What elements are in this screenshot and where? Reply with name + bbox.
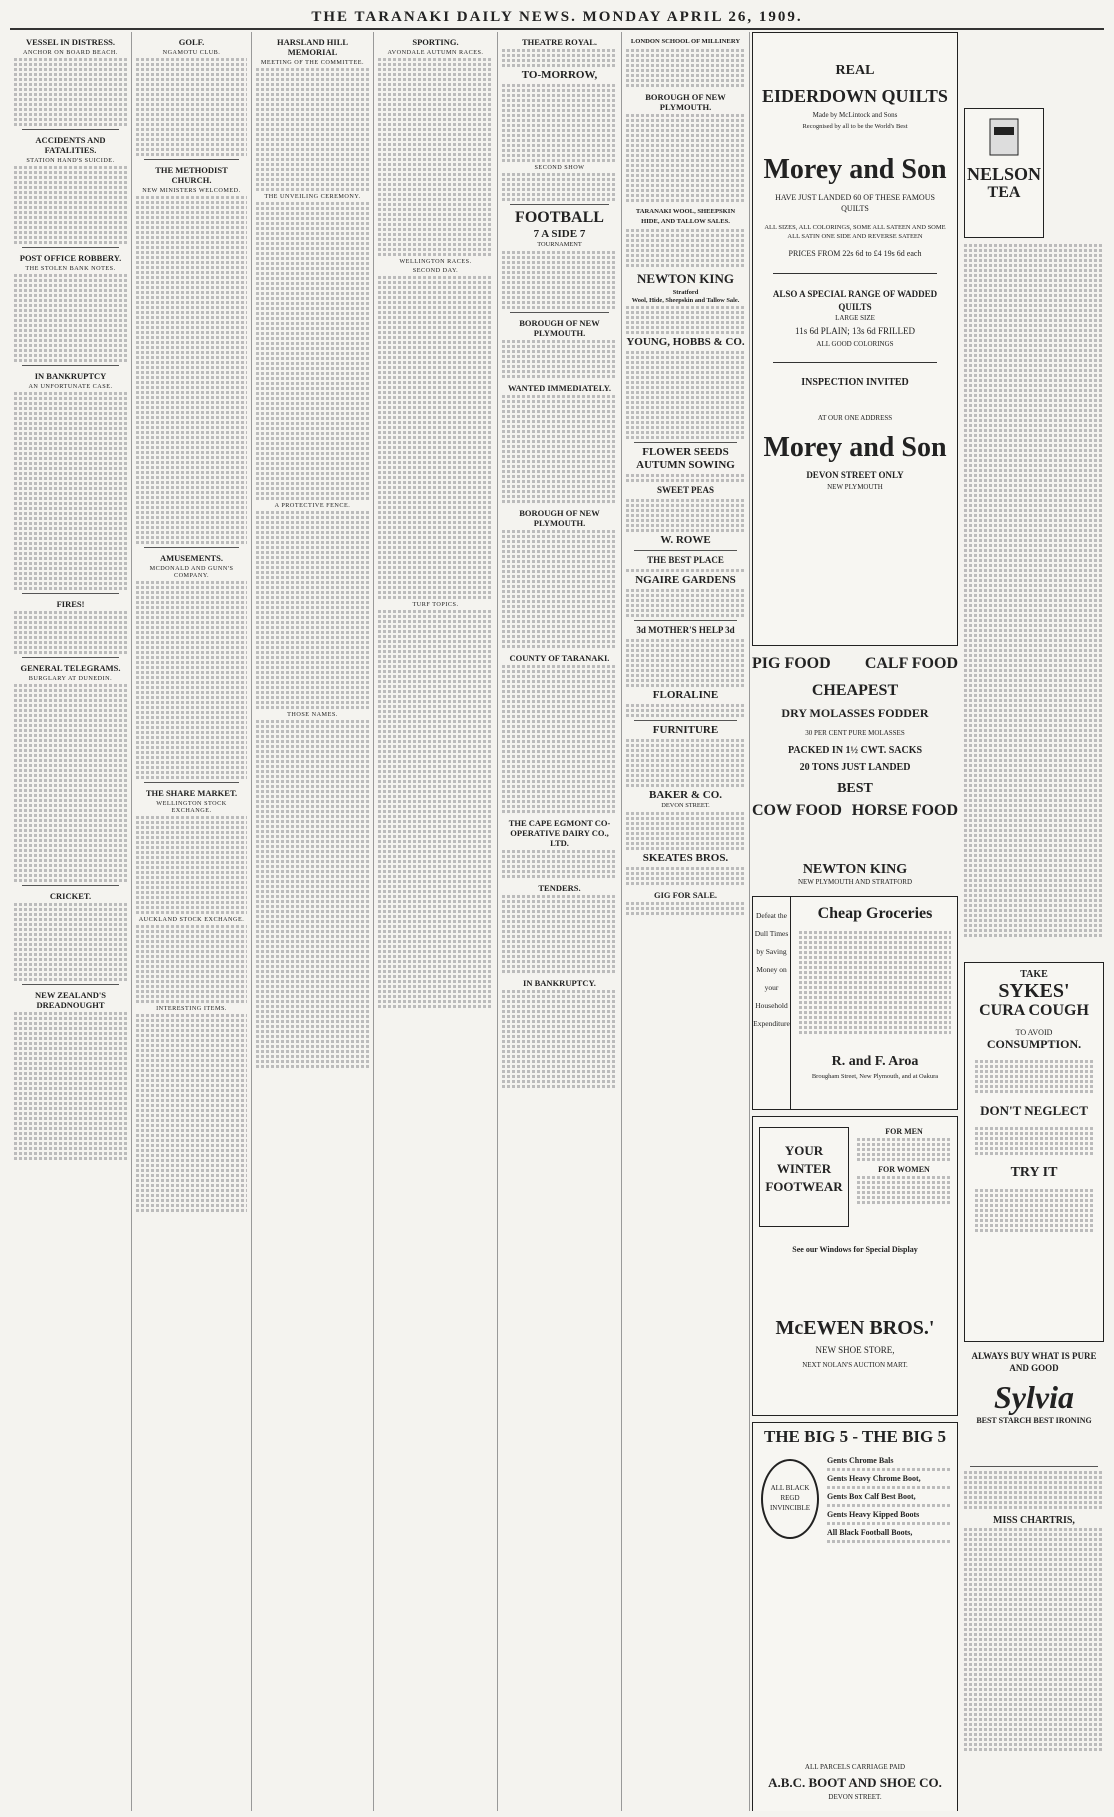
mcewen-address: NEXT NOLAN'S AUCTION MART. (802, 1361, 908, 1369)
morey-sizes: ALL SIZES, ALL COLORINGS, SOME ALL SATEEN AND SOME ALL SATIN ONE SIDE AND REVERSE SATEEN (764, 224, 946, 240)
column-3 (252, 32, 374, 1811)
young-hobbs-heading: YOUNG, HOBBS & CO. (626, 336, 745, 349)
football-tournament: TOURNAMENT (537, 241, 582, 248)
wadded-prices: 11s 6d PLAIN; 13s 6d FRILLED (795, 326, 915, 336)
headline: HARSLAND HILL MEMORIAL (276, 37, 349, 57)
aroa-heading: R. and F. Aroa (831, 1054, 919, 1069)
headline: GOLF. (178, 37, 205, 47)
newton-king-place: Stratford (672, 289, 699, 296)
headline: IN BANKRUPTCY (34, 371, 107, 381)
aroa-address: Brougham Street, New Plymouth, and at Oakura (811, 1073, 939, 1080)
avoid-label: TO AVOID (1015, 1028, 1053, 1037)
chartris-ad (964, 1462, 1104, 1753)
dont-neglect: DON'T NEGLECT (980, 1103, 1088, 1118)
football-heading: FOOTBALL (515, 209, 604, 226)
chartris-heading: MISS CHARTRIS, (993, 1515, 1075, 1526)
sweet-peas-heading: SWEET PEAS (656, 485, 715, 496)
headline: FIRES! (56, 599, 85, 609)
molasses-percent: 30 PER CENT PURE MOLASSES (805, 729, 905, 737)
subheadline: BURGLARY AT DUNEDIN. (28, 675, 113, 682)
flower-seeds-heading: FLOWER SEEDS (642, 446, 729, 459)
morey-prices: PRICES FROM 22s 6d to £4 19s 6d each (788, 249, 922, 258)
take-label: TAKE (1020, 969, 1048, 980)
headline: BOROUGH OF NEW PLYMOUTH. (645, 92, 726, 112)
abc-boot-heading: A.B.C. BOOT AND SHOE CO. (768, 1775, 942, 1790)
tea-package-icon (984, 115, 1024, 159)
headline: TENDERS. (538, 882, 581, 893)
tons-landed: 20 TONS JUST LANDED (799, 762, 911, 773)
try-it: TRY IT (1010, 1165, 1058, 1180)
molasses-fodder: DRY MOLASSES FODDER (781, 706, 929, 720)
defeat-dull-times: Defeat the Dull Times by Saving Money on your Household Expenditure (753, 897, 791, 1109)
column-4 (374, 32, 498, 1811)
windows-display: See our Windows for Special Display (792, 1245, 918, 1254)
furniture-heading: FURNITURE (652, 724, 719, 737)
sykes-heading: SYKES' (998, 980, 1070, 1002)
for-women: FOR WOMEN (878, 1165, 930, 1174)
big5-item-4: Gents Heavy Kipped Boots (827, 1510, 920, 1519)
headline: TARANAKI WOOL, SHEEPSKIN HIDE, AND TALLOW SALES. (635, 208, 736, 225)
newton-king-heading: NEWTON KING (637, 271, 734, 286)
big-five-boots-ad (752, 1422, 958, 1811)
morey-heading-2: Morey and Son (763, 432, 947, 463)
cura-cough-heading: CURA COUGH (979, 1002, 1089, 1019)
cow-food: COW FOOD (752, 802, 842, 819)
headline: GENERAL TELEGRAMS. (20, 663, 121, 673)
subheadline: AN UNFORTUNATE CASE. (28, 383, 113, 390)
subheadline: MCDONALD AND GUNN'S COMPANY. (149, 565, 234, 579)
subheadline: NEW MINISTERS WELCOMED. (142, 187, 241, 194)
calf-food: CALF FOOD (864, 655, 958, 672)
mcewen-heading: McEWEN BROS.' (775, 1317, 935, 1339)
advertising-area (752, 32, 1104, 1811)
wadded-heading: ALSO A SPECIAL RANGE OF WADDED QUILTS (772, 289, 938, 312)
headline: AMUSEMENTS. (159, 553, 224, 563)
headline: THE CAPE EGMONT CO-OPERATIVE DAIRY CO., LTD. (508, 817, 611, 848)
newton-king-places: NEW PLYMOUTH AND STRATFORD (797, 878, 913, 886)
newton-king-sale: Wool, Hide, Sheepskin and Tallow Sale. (631, 296, 740, 304)
big5-item-3: Gents Box Calf Best Boot, (827, 1492, 916, 1501)
headline: WANTED IMMEDIATELY. (507, 382, 612, 393)
subheadline: SECOND DAY. (412, 267, 459, 274)
subheadline: THOSE NAMES. (287, 711, 338, 718)
autumn-sowing-heading: AUTUMN SOWING (636, 459, 735, 472)
packed-sacks: PACKED IN 1½ CWT. SACKS (787, 745, 923, 756)
newton-king-ad (752, 862, 958, 886)
column-2 (132, 32, 252, 1811)
best-place-heading: THE BEST PLACE (647, 555, 724, 566)
best-label: BEST (837, 781, 873, 796)
best-starch: BEST STARCH BEST IRONING (976, 1416, 1092, 1425)
headline: THE METHODIST CHURCH. (155, 165, 228, 185)
new-plymouth: NEW PLYMOUTH (827, 483, 883, 491)
classifieds-column (964, 242, 1104, 962)
subheadline: WELLINGTON STOCK EXCHANGE. (156, 800, 227, 814)
column-1 (10, 32, 132, 1811)
subheadline: SECOND SHOW (534, 164, 585, 171)
nelson-heading: NELSON (966, 164, 1042, 184)
w-rowe-heading: W. ROWE (660, 534, 711, 547)
pig-food: PIG FOOD (752, 655, 831, 672)
subheadline: MEETING OF THE COMMITTEE. (260, 59, 365, 66)
headline: LONDON SCHOOL OF MILLINERY (630, 38, 741, 45)
headline: SPORTING. (412, 37, 459, 47)
big-five-heading: THE BIG 5 - THE BIG 5 (763, 1427, 946, 1446)
headline: GIG FOR SALE. (653, 889, 718, 900)
horse-food: HORSE FOOD (851, 802, 958, 819)
nelson-tea: TEA (987, 184, 1021, 201)
skeates-heading: SKEATES BROS. (642, 851, 729, 864)
headline: BOROUGH OF NEW PLYMOUTH. (519, 507, 600, 528)
sykes-cura-cough-ad (964, 962, 1104, 1342)
always-buy: ALWAYS BUY WHAT IS PURE AND GOOD (971, 1351, 1097, 1373)
ngaire-gardens-heading: NGAIRE GARDENS (635, 574, 736, 587)
headline: THEATRE ROYAL. (521, 37, 598, 47)
nelson-tea-ad (964, 108, 1044, 238)
subheadline: AVONDALE AUTUMN RACES. (387, 49, 484, 56)
inspection-invited: INSPECTION INVITED (801, 377, 909, 388)
headline: TO-MORROW, (521, 69, 598, 81)
subheadline: STATION HAND'S SUICIDE. (26, 157, 115, 164)
carriage-paid: ALL PARCELS CARRIAGE PAID (804, 1763, 906, 1771)
floraline-heading: FLORALINE (652, 689, 719, 702)
headline: COUNTY OF TARANAKI. (509, 652, 610, 663)
wadded-colors: ALL GOOD COLORINGS (816, 340, 894, 348)
subheadline: ANCHOR ON BOARD BEACH. (23, 49, 118, 56)
cheapest: CHEAPEST (811, 682, 899, 699)
football-subheading: 7 A SIDE 7 (533, 228, 586, 240)
eiderdown-maker: Made by McLintock and Sons (812, 111, 898, 119)
cheap-groceries-ad (752, 896, 958, 1110)
eiderdown-real: REAL (835, 63, 875, 78)
all-black-badge: ALL BLACK REGD INVINCIBLE (761, 1459, 819, 1539)
abc-address: DEVON STREET. (828, 1793, 882, 1801)
headline: CRICKET. (49, 891, 92, 901)
molasses-fodder-ad (752, 650, 958, 860)
eiderdown-heading: EIDERDOWN QUILTS (762, 86, 948, 106)
subheadline: NGAMOTU CLUB. (162, 49, 221, 56)
winter-footwear-heading: YOUR WINTER FOOTWEAR (759, 1127, 849, 1227)
morey-landed: HAVE JUST LANDED 60 OF THESE FAMOUS QUILTS (775, 193, 935, 213)
big5-item-2: Gents Heavy Chrome Boot, (827, 1474, 921, 1483)
baker-heading: BAKER & CO. (648, 789, 723, 802)
big5-item-5: All Black Football Boots, (827, 1528, 913, 1537)
baker-address: DEVON STREET. (661, 802, 710, 810)
for-men: FOR MEN (885, 1127, 923, 1136)
headline: BOROUGH OF NEW PLYMOUTH. (519, 317, 600, 338)
mothers-help-heading: 3d MOTHER'S HELP 3d (636, 625, 735, 636)
headline: POST OFFICE ROBBERY. (19, 253, 122, 263)
subheadline: INTERESTING ITEMS. (156, 1005, 227, 1012)
sylvia-logo: Sylvia (994, 1379, 1074, 1415)
headline: THE SHARE MARKET. (145, 788, 238, 798)
cheap-groceries-heading: Cheap Groceries (817, 905, 933, 922)
devon-street: DEVON STREET ONLY (806, 470, 904, 480)
subheadline: THE UNVEILING CEREMONY. (264, 193, 361, 200)
consumption-heading: CONSUMPTION. (986, 1037, 1082, 1051)
subheadline: AUCKLAND STOCK EXCHANGE. (138, 916, 245, 923)
headline: IN BANKRUPTCY. (523, 977, 596, 988)
newton-king-name: NEWTON KING (802, 862, 908, 877)
masthead: THE TARANAKI DAILY NEWS. MONDAY APRIL 26, 1909. (10, 6, 1104, 30)
subheadline: TURF TOPICS. (412, 601, 459, 608)
sylvia-starch-ad (964, 1350, 1104, 1450)
headline: VESSEL IN DISTRESS. (25, 37, 116, 47)
column-5 (498, 32, 622, 1811)
subheadline: A PROTECTIVE FENCE. (274, 502, 351, 509)
headline: ACCIDENTS AND FATALITIES. (35, 135, 106, 155)
big5-item-1: Gents Chrome Bals (827, 1456, 894, 1465)
mcewen-store: NEW SHOE STORE, (815, 1345, 895, 1355)
headline: NEW ZEALAND'S DREADNOUGHT (35, 990, 106, 1010)
winter-footwear-ad (752, 1116, 958, 1416)
eiderdown-tagline: Recognised by all to be the World's Best (802, 123, 908, 130)
morey-heading: Morey and Son (763, 154, 947, 185)
wadded-size: LARGE SIZE (835, 314, 875, 322)
subheadline: THE STOLEN BANK NOTES. (25, 265, 116, 272)
subheadline: WELLINGTON RACES. (399, 258, 472, 265)
one-address: AT OUR ONE ADDRESS (817, 414, 893, 422)
column-6 (622, 32, 750, 1811)
eiderdown-quilts-ad (752, 32, 958, 646)
